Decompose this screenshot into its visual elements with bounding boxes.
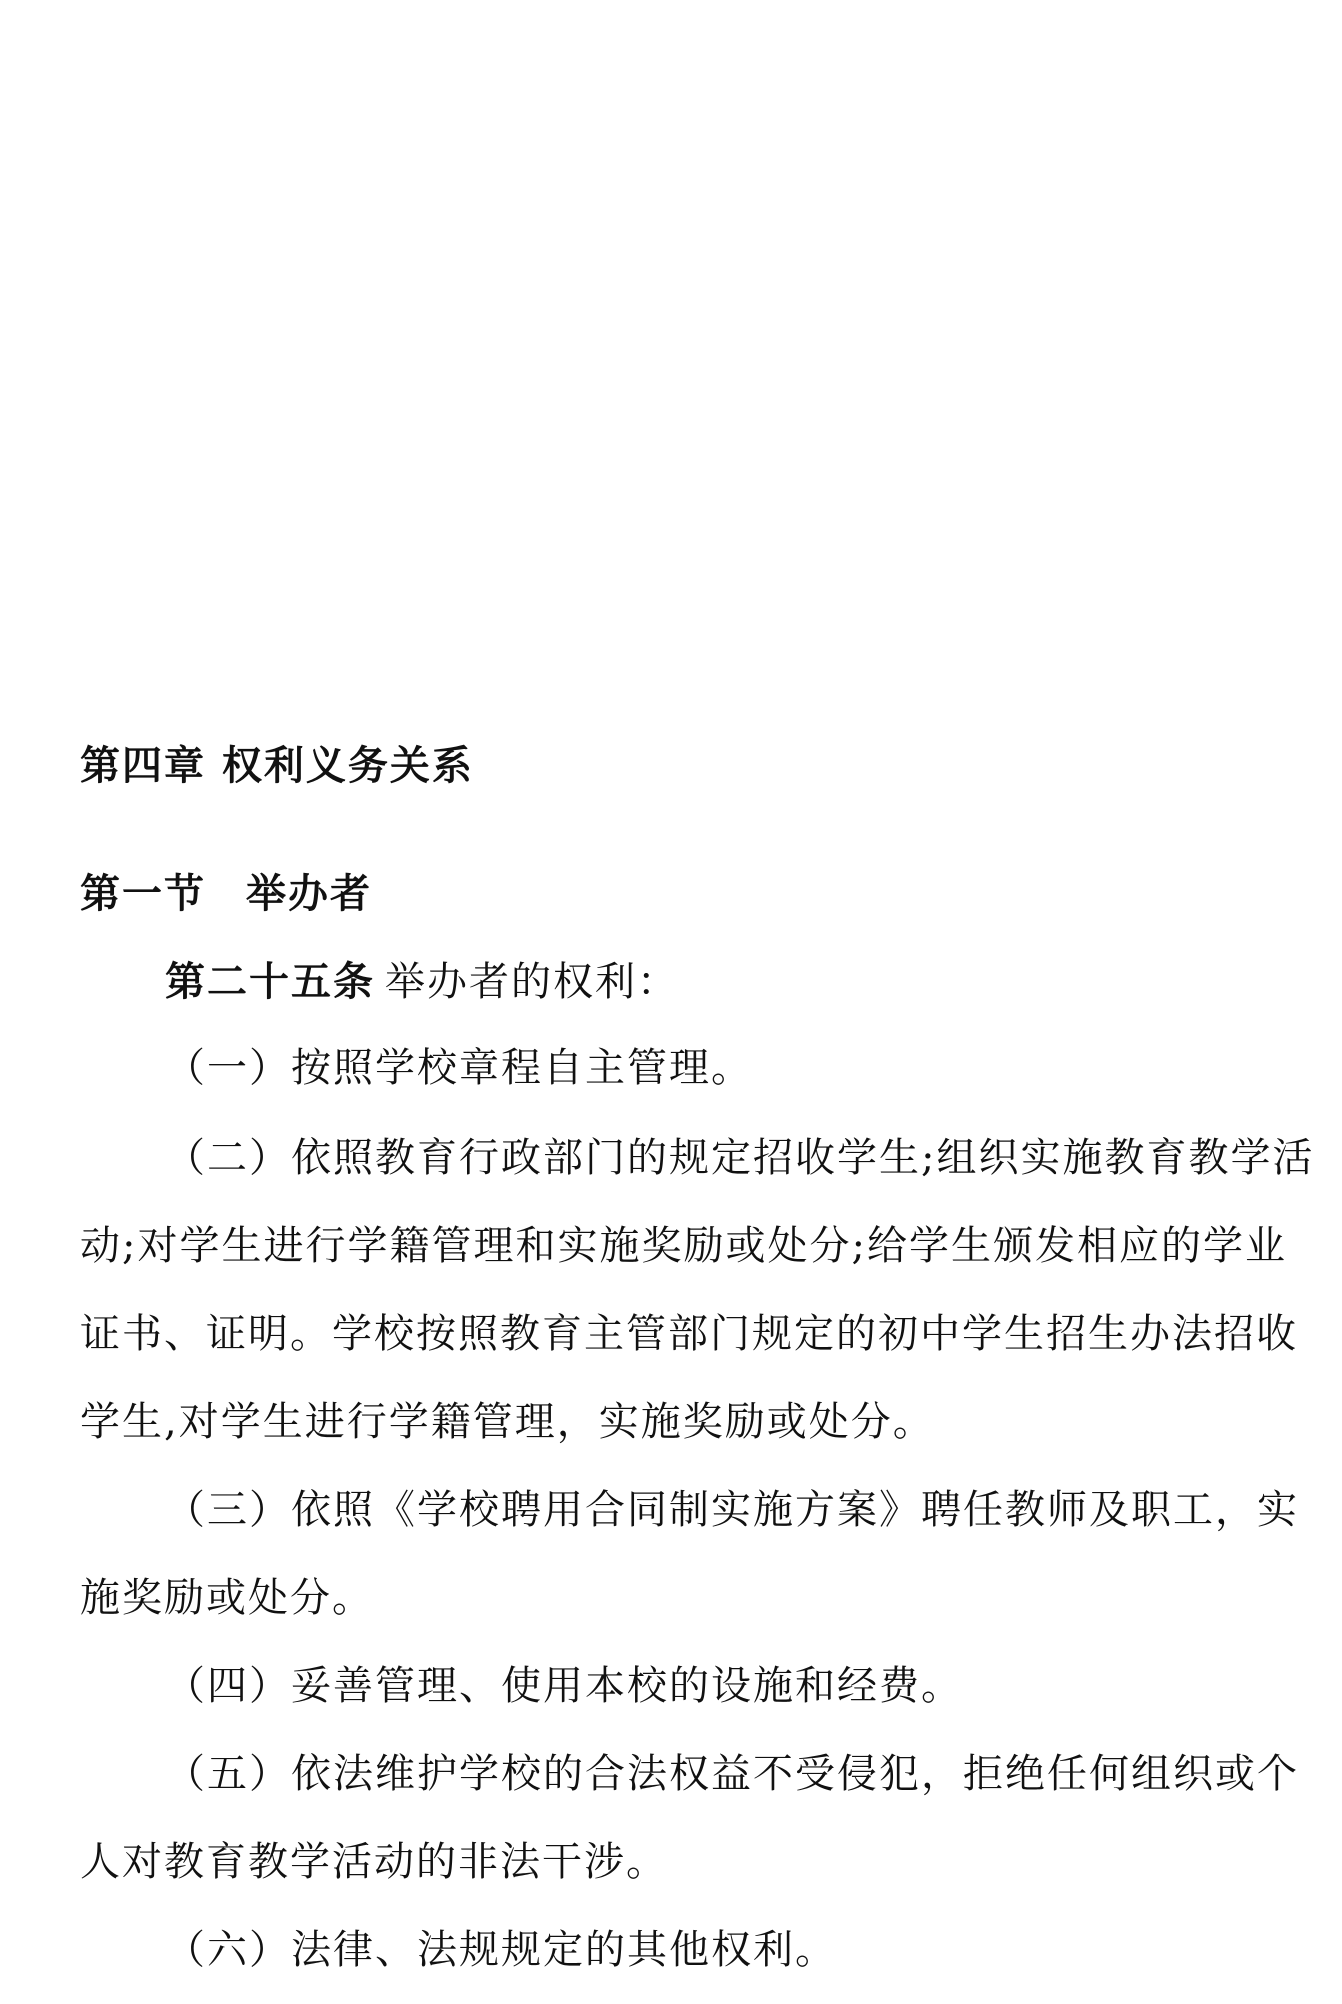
paragraph-item-3-line-2: 施奖励或处分。: [80, 1575, 374, 1621]
paragraph-item-6: （六）法律、法规规定的其他权利。: [165, 1927, 837, 1973]
paragraph-item-5-line-1: （五）依法维护学校的合法权益不受侵犯，拒绝任何组织或个: [165, 1751, 1299, 1797]
section-heading: [80, 870, 372, 918]
paragraph-item-2-line-3: 证书、证明。学校按照教育主管部门规定的初中学生招生办法招收: [80, 1311, 1298, 1357]
article-heading: [165, 958, 679, 1006]
article-heading-text: 举办者的权利：: [385, 959, 679, 1005]
paragraph-item-2-line-1: （二）依照教育行政部门的规定招收学生;组织实施教育教学活: [165, 1135, 1315, 1181]
section-label: 第一节: [80, 870, 206, 917]
paragraph-item-3-line-1: （三）依照《学校聘用合同制实施方案》聘任教师及职工，实: [165, 1487, 1299, 1533]
chapter-title: 第四章 权利义务关系: [80, 742, 474, 789]
article-number: 第二十五条: [165, 958, 375, 1005]
paragraph-item-2-line-2: 动;对学生进行学籍管理和实施奖励或处分;给学生颁发相应的学业: [80, 1223, 1287, 1269]
paragraph-item-5-line-2: 人对教育教学活动的非法干涉。: [80, 1839, 668, 1885]
paragraph-item-2-line-4: 学生,对学生进行学籍管理，实施奖励或处分。: [80, 1399, 935, 1445]
paragraph-item-1: （一）按照学校章程自主管理。: [165, 1045, 753, 1091]
section-name: 举办者: [246, 870, 372, 917]
paragraph-item-4: （四）妥善管理、使用本校的设施和经费。: [165, 1663, 963, 1709]
